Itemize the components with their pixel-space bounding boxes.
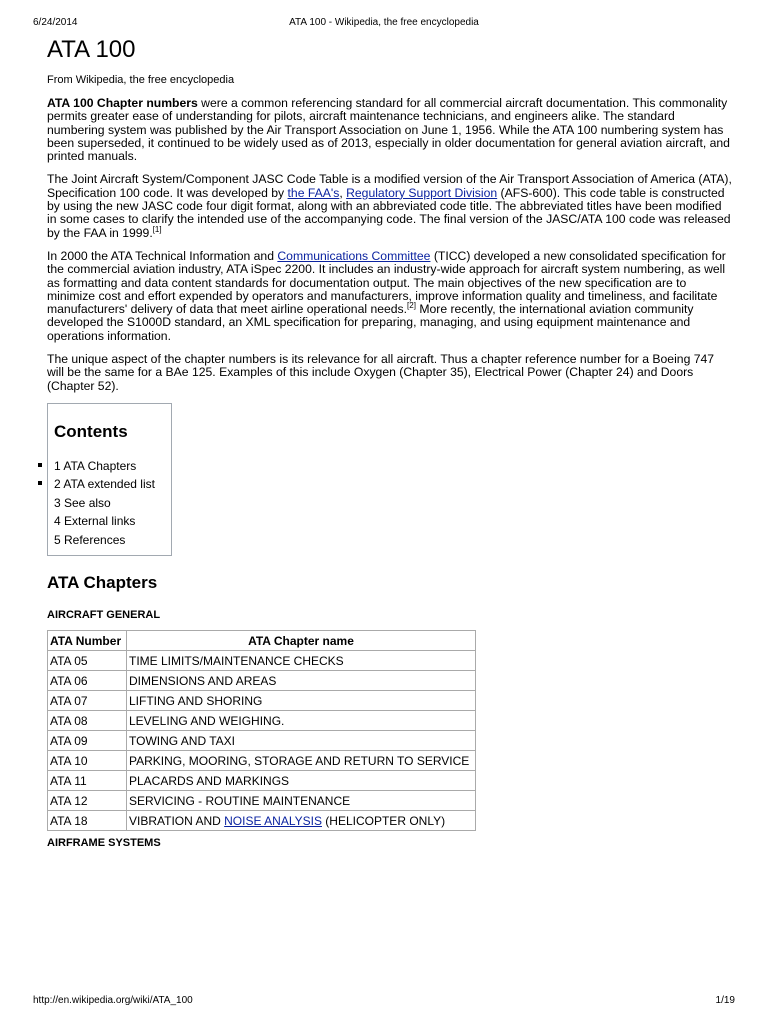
intro-paragraph-1 [47,97,732,163]
subheading-aircraft-general: AIRCRAFT GENERAL [47,609,161,622]
chapter-name-cell: PARKING, MOORING, STORAGE AND RETURN TO SERVICE [127,751,476,771]
table-of-contents [47,403,172,557]
toc-item-label: 2 ATA extended list [54,477,155,492]
intro-bold-term: ATA 100 Chapter numbers [47,96,198,110]
toc-item-label: 4 External links [54,514,136,529]
table-row [48,751,476,771]
p2-text-3: (AFS-600). This code table is constructed by using the new JASC code four digit format, along with an abbreviated code title. The abbreviated titles have been modified in some cases to clarify the intended use of the accompanying code. The final version of the JASC/ATA 100 code was released by the FAA in 1999. [47,185,731,240]
intro-paragraph-4: The unique aspect of the chapter numbers is its relevance for all aircraft. Thus a chapter reference number for a Boeing 747 will be the same for a BAe 125. Examples of this include Oxygen (Chapter 35), Electrical Power (Chapter 24) and Doors (Chapter 52). [47,352,715,393]
chapter-name-cell: LIFTING AND SHORING [127,691,476,711]
chapter-name-text-suffix: (HELICOPTER ONLY) [321,813,446,828]
print-date: 6/24/2014 [33,17,78,28]
table-row [48,711,476,731]
noise-analysis-link[interactable]: NOISE ANALYSIS [224,813,322,828]
table-row [48,671,476,691]
p2-text-2: , [339,185,347,200]
table-row [48,771,476,791]
article-content [47,34,732,858]
page-title: ATA 100 [47,36,136,63]
print-page-number: 1/19 [715,995,735,1006]
ata-number-cell: ATA 05 [48,651,127,671]
column-header-ata-number: ATA Number [48,631,127,651]
reference-2-link[interactable]: [2] [407,301,416,311]
chapter-name-text: VIBRATION AND [129,813,225,828]
communications-committee-link[interactable]: Communications Committee [277,248,431,263]
faa-link[interactable]: the FAA's [287,185,340,200]
toc-item-label: 3 See also [54,495,111,510]
toc-item-label: 5 References [54,532,126,547]
ata-number-cell: ATA 12 [48,791,127,811]
print-title: ATA 100 - Wikipedia, the free encyclopedia [289,17,479,28]
section-heading-ata-chapters: ATA Chapters [47,573,158,593]
toc-item-external-links[interactable] [54,512,171,531]
intro-text: were a common referencing standard for all commercial aircraft documentation. This commonality permits greater ease of understanding for pilots, aircraft maintenance technicians, and engineers alike. The standard numbering system was published by the Air Transport Association on June 1, 1956. While the ATA 100 numbering system has been superseded, it continued to be widely used as of 2013, especially in older documentation for general aviation aircraft, and printed manuals. [47,96,730,164]
bullet-icon [38,481,42,485]
toc-item-ata-chapters[interactable] [54,457,171,476]
ata-number-cell: ATA 06 [48,671,127,691]
ata-number-cell: ATA 10 [48,751,127,771]
toc-item-see-also[interactable] [54,494,171,513]
page-subtitle: From Wikipedia, the free encyclopedia [47,74,235,86]
table-row [48,691,476,711]
p3-text-1: In 2000 the ATA Technical Information and [47,248,278,263]
table-header-row [48,631,476,651]
chapter-name-cell: TOWING AND TAXI [127,731,476,751]
chapter-name-cell [127,811,476,831]
p2-text-1: The Joint Aircraft System/Component JASC Code Table is a modified version of the Air Transport Association of America (ATA), Specification 100 code. It was developed by [47,172,732,200]
table-row [48,731,476,751]
ata-number-cell: ATA 11 [48,771,127,791]
ata-number-cell: ATA 09 [48,731,127,751]
toc-item-ata-extended-list[interactable] [54,475,171,494]
p3-text-2: (TICC) developed a new consolidated specification for the commercial aviation industry, ATA iSpec 2200. It includes an industry-wide approach for aircraft system numbering, as well as formatting and data content standards for documentation output. The main objectives of the new specification are to minimize cost and effort expended by operators and manufacturers, improve information quality and timeliness, and facilitate manufacturers' delivery of data that meet airline operational needs. [47,248,726,317]
chapter-name-cell: TIME LIMITS/MAINTENANCE CHECKS [127,651,476,671]
bullet-icon [38,463,42,467]
toc-list [54,457,171,550]
chapter-name-cell: SERVICING - ROUTINE MAINTENANCE [127,791,476,811]
ata-number-cell: ATA 18 [48,811,127,831]
ata-number-cell: ATA 08 [48,711,127,731]
regulatory-support-division-link[interactable]: Regulatory Support Division [346,185,498,200]
reference-1-link[interactable]: [1] [152,224,162,234]
intro-paragraph-3 [47,250,732,343]
print-url: http://en.wikipedia.org/wiki/ATA_100 [33,995,193,1006]
chapter-name-cell: PLACARDS AND MARKINGS [127,771,476,791]
ata-number-cell: ATA 07 [48,691,127,711]
table-row [48,811,476,831]
intro-paragraph-2 [47,173,732,239]
toc-title: Contents [54,421,128,441]
p3-text-3: More recently, the international aviation community developed the S1000D standard, an XML specification for preparing, managing, and using equipment maintenance and operations information. [47,302,694,343]
table-row [48,651,476,671]
toc-item-references[interactable] [54,531,171,550]
chapter-name-cell: LEVELING AND WEIGHING. [127,711,476,731]
toc-item-label: 1 ATA Chapters [54,458,137,473]
table-row [48,791,476,811]
column-header-ata-chapter-name: ATA Chapter name [127,631,476,651]
chapter-name-cell: DIMENSIONS AND AREAS [127,671,476,691]
ata-chapters-table [47,630,476,831]
subheading-airframe-systems: AIRFRAME SYSTEMS [47,837,161,850]
